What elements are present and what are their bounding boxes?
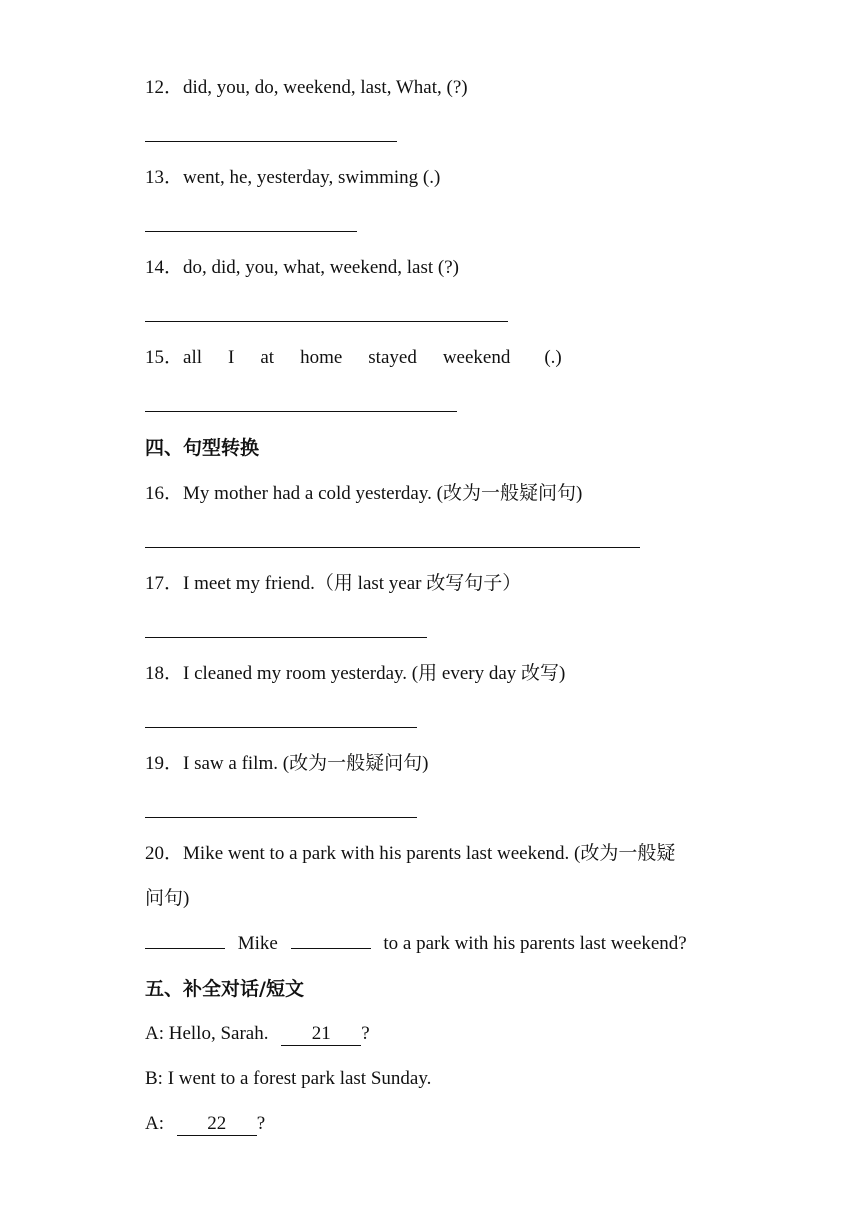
- dialogue-line: B: I went to a forest park last Sunday.: [145, 1068, 432, 1089]
- question-16: [145, 482, 582, 506]
- question-text: I meet my friend.（用 last year 改写句子）: [183, 573, 522, 594]
- question-number: 17．: [145, 573, 184, 594]
- word: all: [183, 347, 203, 368]
- question-number: 19．: [145, 753, 184, 774]
- section-heading: 五、补全对话/短文: [145, 978, 304, 1000]
- question-text: Mike went to a park with his parents last weekend. (改为一般疑: [183, 843, 676, 864]
- numbered-blank[interactable]: 21: [281, 1023, 361, 1046]
- question-13: [145, 166, 440, 190]
- answer-text: to a park with his parents last weekend?: [383, 933, 687, 954]
- question-20: [145, 842, 675, 866]
- dialogue-line: [145, 1112, 265, 1136]
- answer-line-15[interactable]: [145, 411, 457, 412]
- numbered-blank[interactable]: 22: [177, 1113, 257, 1136]
- answer-line-14[interactable]: [145, 321, 508, 322]
- answer-line-12[interactable]: [145, 141, 397, 142]
- question-18: [145, 662, 565, 686]
- question-number: 13．: [145, 167, 184, 188]
- section-heading: 四、句型转换: [145, 437, 260, 459]
- question-text: went, he, yesterday, swimming (.): [183, 167, 441, 188]
- dialogue-text: ?: [361, 1023, 370, 1044]
- dialogue-text: ?: [256, 1113, 266, 1134]
- question-text: I cleaned my room yesterday. (用 every day 改写): [183, 663, 566, 684]
- word: at: [260, 347, 275, 368]
- question-number: 20．: [145, 843, 184, 864]
- question-number: 12．: [145, 77, 184, 98]
- answer-blank[interactable]: [291, 948, 371, 949]
- word: home: [300, 347, 343, 368]
- question-text: My mother had a cold yesterday. (改为一般疑问句): [183, 483, 583, 504]
- question-19: [145, 752, 428, 776]
- dialogue-text: A:: [145, 1113, 164, 1134]
- answer-line-13[interactable]: [145, 231, 357, 232]
- question-17: [145, 572, 521, 596]
- question-text: do, did, you, what, weekend, last (?): [183, 257, 459, 278]
- question-text: I saw a film. (改为一般疑问句): [183, 753, 429, 774]
- answer-word: Mike: [237, 933, 278, 954]
- question-number: 15．: [145, 347, 184, 368]
- answer-line-17[interactable]: [145, 637, 427, 638]
- word: (.): [544, 347, 562, 368]
- answer-line-18[interactable]: [145, 727, 417, 728]
- answer-blank[interactable]: [145, 948, 225, 949]
- answer-line-16[interactable]: [145, 547, 640, 548]
- answer-20-row: [145, 932, 687, 956]
- question-20-continued: 问句): [145, 888, 190, 909]
- question-12: [145, 76, 468, 100]
- word: stayed: [368, 347, 417, 368]
- question-text: did, you, do, weekend, last, What, (?): [183, 77, 468, 98]
- question-15: [145, 346, 588, 370]
- dialogue-line: [145, 1022, 370, 1046]
- answer-line-19[interactable]: [145, 817, 417, 818]
- question-number: 14．: [145, 257, 184, 278]
- question-number: 18．: [145, 663, 184, 684]
- word: I: [228, 347, 235, 368]
- word: weekend: [442, 347, 511, 368]
- question-number: 16．: [145, 483, 184, 504]
- dialogue-text: A: Hello, Sarah.: [145, 1023, 269, 1044]
- question-14: [145, 256, 459, 280]
